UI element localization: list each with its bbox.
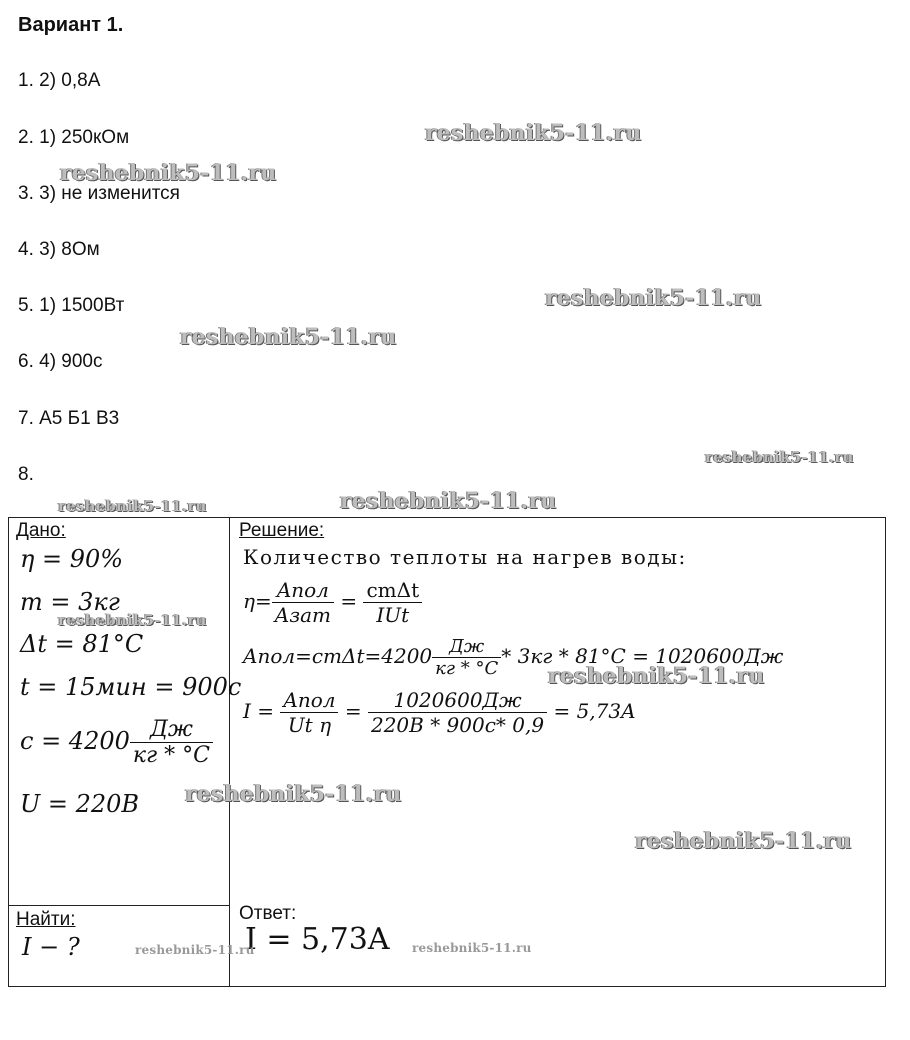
unit-fraction: $\frac{Дж}{кг * ^\circ C}$: [432, 636, 501, 679]
row-divider: [8, 905, 229, 906]
watermark: reshebnik5-11.ru: [635, 828, 852, 854]
efficiency-formula: η= $\frac{\text{Aпол}}{\text{Aзат}}$ = $\frac{\text{cmΔt}}{\text{IUt}}$: [243, 578, 422, 627]
answer-line-8: 8.: [18, 464, 34, 485]
find-label: Найти:: [16, 909, 76, 930]
answer-value: I = 5,73A: [245, 922, 390, 957]
given-voltage: U = 220B: [20, 790, 140, 818]
answer-line-5: 5. 1) 1500Вт: [18, 295, 125, 316]
answer-line-7: 7. А5 Б1 В3: [18, 408, 120, 429]
current-formula: I = $\frac{\text{Aпол}}{\text{Ut η}}$ = $\frac{1020600Дж}{220B * 900c* 0,9}$ = 5,73A: [243, 688, 636, 737]
answer-line-3: 3. 3) не изменится: [18, 183, 180, 204]
answer-line-2: 2. 1) 250кОм: [18, 127, 130, 148]
find-value: I − ?: [22, 933, 80, 961]
numeric-fraction: $\frac{1020600Дж}{220B * 900c* 0,9}$: [368, 688, 547, 737]
watermark: reshebnik5-11.ru: [185, 781, 402, 807]
answer-label: Ответ:: [239, 903, 297, 924]
watermark: reshebnik5-11.ru: [412, 941, 532, 955]
watermark: reshebnik5-11.ru: [60, 160, 277, 186]
watermark: reshebnik5-11.ru: [180, 324, 397, 350]
heat-formula: Aпол=cmΔt=4200 $\frac{Дж}{кг * ^\circ C}$ * 3кг * 81°C = 1020600Дж: [243, 636, 784, 679]
watermark: reshebnik5-11.ru: [135, 943, 255, 957]
solution-heading: Количество теплоты на нагрев воды:: [243, 545, 687, 569]
given-delta-t: Δt = 81°C: [20, 630, 144, 658]
watermark: reshebnik5-11.ru: [705, 448, 854, 466]
watermark: reshebnik5-11.ru: [58, 611, 207, 629]
watermark: reshebnik5-11.ru: [425, 120, 642, 146]
watermark: reshebnik5-11.ru: [340, 488, 557, 514]
heat-power-fraction: $\frac{\text{cmΔt}}{\text{IUt}}$: [363, 578, 422, 627]
column-divider: [229, 517, 230, 986]
answer-line-4: 4. 3) 8Ом: [18, 239, 100, 260]
work-ratio-fraction: $\frac{\text{Aпол}}{\text{Aзат}}$: [272, 578, 334, 627]
given-mass: m = 3кг: [20, 588, 120, 616]
unit-fraction: $\frac{Дж}{кг * ^\circ C}$: [130, 717, 213, 768]
watermark: reshebnik5-11.ru: [548, 663, 765, 689]
given-eta: η = 90%: [20, 545, 124, 573]
watermark: reshebnik5-11.ru: [58, 497, 207, 515]
watermark: reshebnik5-11.ru: [545, 285, 762, 311]
answer-line-1: 1. 2) 0,8А: [18, 70, 101, 91]
given-label: Дано:: [16, 520, 66, 541]
given-time: t = 15мин = 900с: [20, 673, 242, 701]
solution-label: Решение:: [239, 520, 325, 541]
answer-line-6: 6. 4) 900с: [18, 351, 103, 372]
page-title: Вариант 1.: [18, 14, 124, 36]
given-heat-capacity: c = 4200 $\frac{Дж}{кг * ^\circ C}$: [20, 717, 213, 768]
work-over-ut-fraction: $\frac{\text{Aпол}}{\text{Ut η}}$: [280, 688, 338, 737]
